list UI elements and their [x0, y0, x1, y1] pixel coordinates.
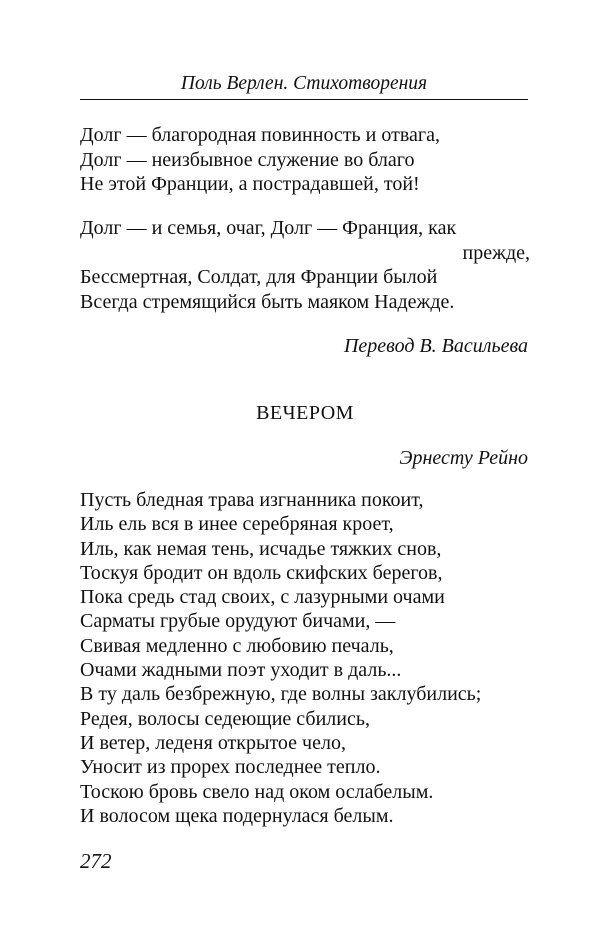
verse-line: Пусть бледная трава изгнанника покоит, [80, 489, 424, 511]
poem-dedication: Эрнесту Рейно [399, 447, 528, 469]
verse-line: Иль, как немая тень, исчадье тяжких снов, [80, 537, 442, 560]
verse-line: Всегда стремящийся быть маяком Надежде. [80, 290, 455, 313]
verse-line: Тоскуя бродит он вдоль скифских берегов, [80, 561, 443, 584]
page-number: 272 [80, 849, 112, 873]
verse-line: Пока средь стад своих, с лазурными очами [80, 586, 445, 609]
verse-line: В ту даль безбрежную, где волны заклубились; [80, 683, 482, 706]
running-header: Поль Верлен. Стихотворения [180, 73, 428, 94]
verse-line: Очами жадными поэт уходит в даль... [80, 659, 402, 682]
poem-one-stanza-1 [80, 123, 530, 197]
poem-title: ВЕЧЕРОМ [256, 402, 354, 424]
verse-line: И ветер, леденя открытое чело, [80, 731, 346, 754]
verse-line: Редея, волосы седеющие сбились, [80, 707, 370, 730]
verse-line: Долг — неизбывное служение во благо [80, 148, 415, 171]
verse-line: Иль ель вся в инее серебряная кроет, [80, 513, 394, 536]
verse-line: Свивая медленно с любовию печаль, [80, 634, 394, 657]
verse-line: Не этой Франции, а пострадавшей, той! [80, 173, 420, 196]
verse-line: Бессмертная, Солдат, для Франции былой [80, 266, 438, 289]
verse-line: Тоскою бровь свело над оком ослабелым. [80, 780, 434, 803]
poem-one-stanza-2 [80, 216, 530, 314]
verse-line: Долг — благородная повинность и отвага, [80, 124, 440, 146]
verse-line: И волосом щека подернулася белым. [80, 804, 394, 827]
translator-credit: Перевод В. Васильева [343, 335, 528, 357]
verse-line: Уносит из прорех последнее тепло. [80, 756, 381, 779]
poem-two-body [80, 488, 530, 828]
verse-line: Долг — и семья, очаг, Долг — Франция, как [80, 217, 457, 239]
verse-line-wrap: прежде, [462, 241, 530, 264]
verse-line: Сарматы грубые орудуют бичами, — [80, 610, 396, 633]
header-rule [80, 99, 528, 100]
